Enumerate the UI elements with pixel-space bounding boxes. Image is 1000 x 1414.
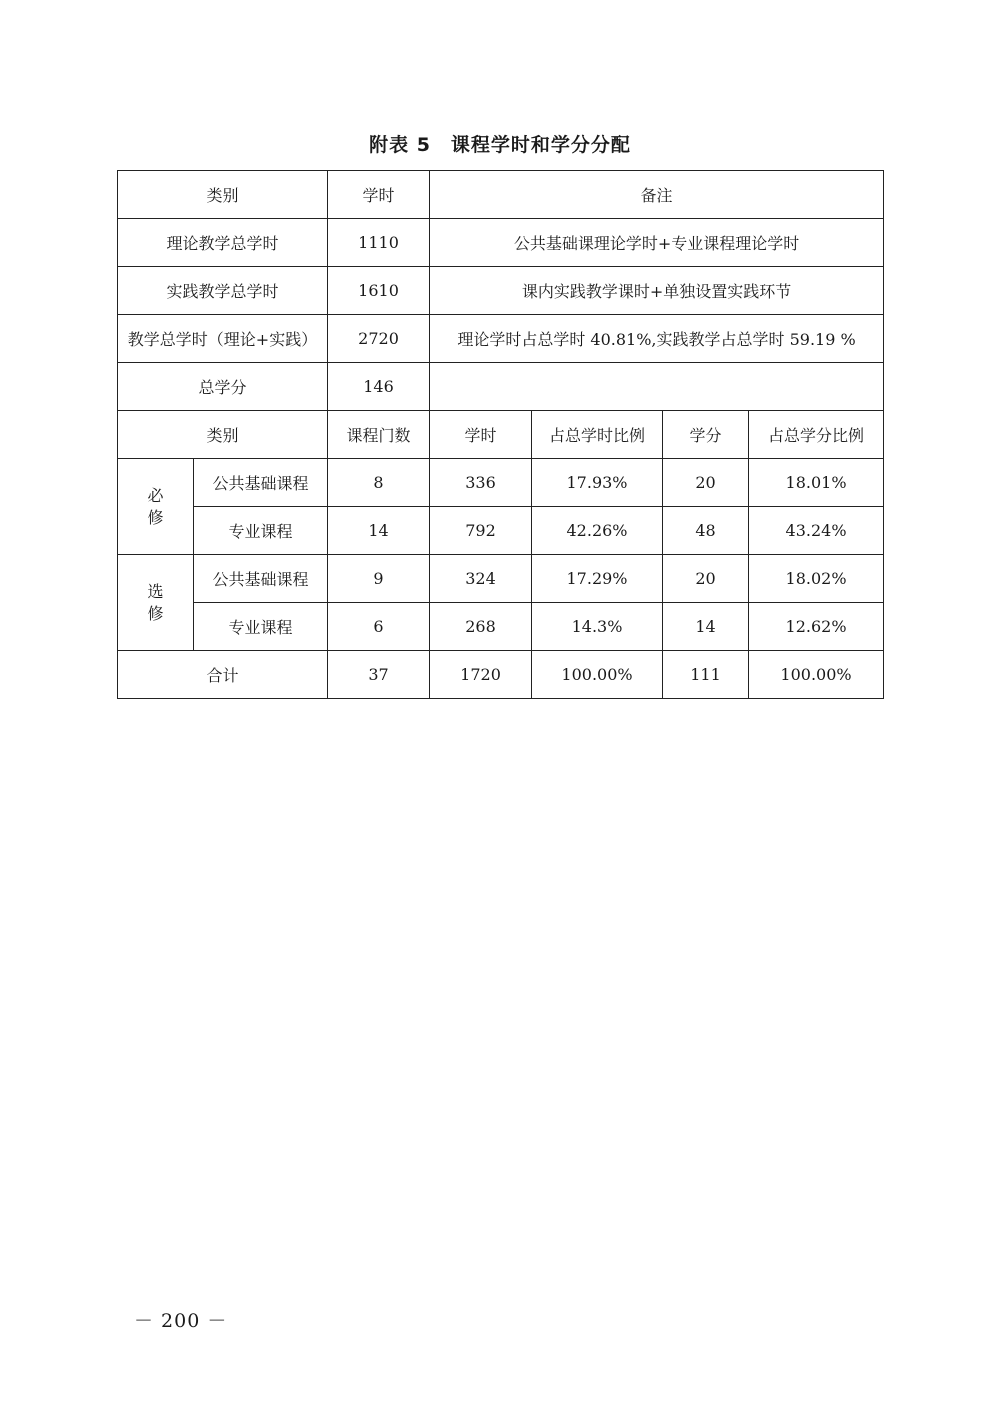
course-hours: 324 <box>430 555 532 603</box>
detail-header-hours-ratio: 占总学时比例 <box>532 411 663 459</box>
detail-header-hours: 学时 <box>430 411 532 459</box>
summary-category: 实践教学总学时 <box>118 267 328 315</box>
detail-header-row <box>118 411 884 459</box>
detail-row <box>118 555 884 603</box>
detail-row <box>118 603 884 651</box>
course-type: 公共基础课程 <box>194 459 328 507</box>
course-credits-ratio: 12.62% <box>749 603 884 651</box>
total-row <box>118 651 884 699</box>
course-count: 9 <box>328 555 430 603</box>
group-char: 必 <box>147 485 164 505</box>
summary-row <box>118 267 884 315</box>
summary-hours: 1610 <box>328 267 430 315</box>
summary-hours: 2720 <box>328 315 430 363</box>
total-hours: 1720 <box>430 651 532 699</box>
total-label: 合计 <box>118 651 328 699</box>
course-hours-ratio: 14.3% <box>532 603 663 651</box>
detail-header-credits: 学分 <box>663 411 749 459</box>
course-credits: 20 <box>663 459 749 507</box>
course-hours-ratio: 17.29% <box>532 555 663 603</box>
course-hours: 268 <box>430 603 532 651</box>
course-type: 专业课程 <box>194 507 328 555</box>
course-count: 14 <box>328 507 430 555</box>
summary-category: 教学总学时（理论+实践） <box>118 315 328 363</box>
detail-header-course-count: 课程门数 <box>328 411 430 459</box>
summary-hours: 146 <box>328 363 430 411</box>
header-remark: 备注 <box>430 171 884 219</box>
course-credits-ratio: 18.01% <box>749 459 884 507</box>
detail-row <box>118 507 884 555</box>
group-char: 修 <box>147 507 164 527</box>
course-credits: 14 <box>663 603 749 651</box>
summary-remark: 课内实践教学课时+单独设置实践环节 <box>430 267 884 315</box>
course-count: 8 <box>328 459 430 507</box>
total-count: 37 <box>328 651 430 699</box>
course-count: 6 <box>328 603 430 651</box>
course-hours-ratio: 17.93% <box>532 459 663 507</box>
course-credits: 20 <box>663 555 749 603</box>
group-char: 修 <box>147 603 164 623</box>
total-credits: 111 <box>663 651 749 699</box>
course-hours-credits-table <box>117 170 884 699</box>
summary-remark <box>430 363 884 411</box>
page-title: 附表 5 课程学时和学分分配 <box>369 134 631 156</box>
course-credits-ratio: 18.02% <box>749 555 884 603</box>
summary-remark: 公共基础课理论学时+专业课程理论学时 <box>430 219 884 267</box>
total-hours-ratio: 100.00% <box>532 651 663 699</box>
course-hours-ratio: 42.26% <box>532 507 663 555</box>
header-hours: 学时 <box>328 171 430 219</box>
summary-row <box>118 219 884 267</box>
summary-row <box>118 363 884 411</box>
page-number: － 200 － <box>134 1310 228 1332</box>
course-hours: 792 <box>430 507 532 555</box>
course-credits: 48 <box>663 507 749 555</box>
total-credits-ratio: 100.00% <box>749 651 884 699</box>
header-category: 类别 <box>118 171 328 219</box>
summary-category: 理论教学总学时 <box>118 219 328 267</box>
detail-header-credits-ratio: 占总学分比例 <box>749 411 884 459</box>
course-credits-ratio: 43.24% <box>749 507 884 555</box>
summary-header-row <box>118 171 884 219</box>
course-type: 公共基础课程 <box>194 555 328 603</box>
summary-category: 总学分 <box>118 363 328 411</box>
detail-header-category: 类别 <box>118 411 328 459</box>
course-hours: 336 <box>430 459 532 507</box>
course-type: 专业课程 <box>194 603 328 651</box>
group-elective <box>118 555 194 651</box>
summary-hours: 1110 <box>328 219 430 267</box>
group-required <box>118 459 194 555</box>
summary-row <box>118 315 884 363</box>
summary-remark: 理论学时占总学时 40.81%,实践教学占总学时 59.19 % <box>430 315 884 363</box>
detail-row <box>118 459 884 507</box>
group-char: 选 <box>147 581 164 601</box>
